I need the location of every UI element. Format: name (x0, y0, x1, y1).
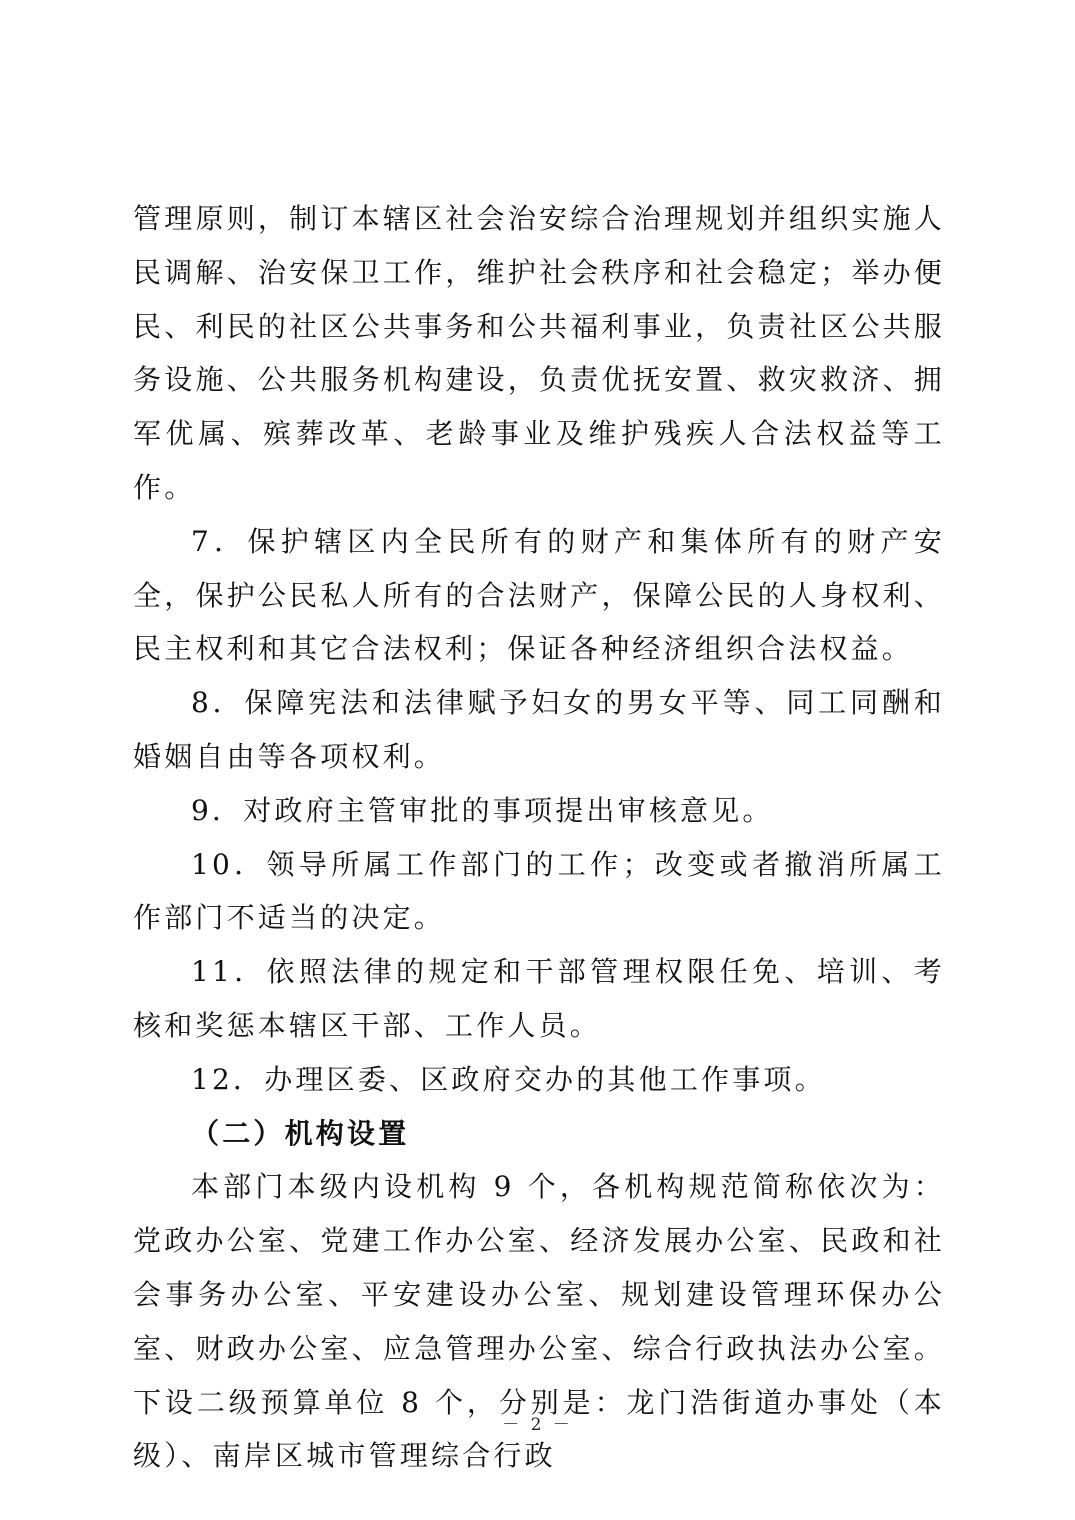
section-paragraph: 本部门本级内设机构 9 个，各机构规范简称依次为：党政办公室、党建工作办公室、经济发展办公室、民政和社会事务办公室、平安建设办公室、规划建设管理环保办公室、财政办公室、应急管理办公室、综合行政执法办公室。下设二级预算单位 8 个，分别是：龙门浩街道办事处（本级）、南岸区城市管理综合行政 (133, 1170, 945, 1473)
paragraph-item-12: 12．办理区委、区政府交办的其他工作事项。 (191, 1062, 826, 1096)
paragraph-item-11: 11．依照法律的规定和干部管理权限任免、培训、考核和奖惩本辖区干部、工作人员。 (133, 955, 945, 1042)
paragraph-continuation: 管理原则，制订本辖区社会治安综合治理规划并组织实施人民调解、治安保卫工作，维护社会秩序和社会稳定；举办便民、利民的社区公共事务和公共福利事业，负责社区公共服务设施、公共服务机构建设，负责优抚安置、救灾救济、拥军优属、殡葬改革、老龄事业及维护残疾人合法权益等工作。 (133, 202, 945, 504)
paragraph-item-8: 8．保障宪法和法律赋予妇女的男女平等、同工同酬和婚姻自由等各项权利。 (133, 686, 945, 773)
document-body (133, 192, 945, 1483)
paragraph-item-7: 7．保护辖区内全民所有的财产和集体所有的财产安全，保护公民私人所有的合法财产，保障公民的人身权利、民主权利和其它合法权利；保证各种经济组织合法权益。 (133, 524, 945, 666)
paragraph-item-10: 10．领导所属工作部门的工作；改变或者撤消所属工作部门不适当的决定。 (133, 847, 945, 935)
page-number: － 2 － (502, 1415, 573, 1435)
paragraph-item-9: 9．对政府主管审批的事项提出审核意见。 (191, 793, 774, 827)
section-heading: （二）机构设置 (191, 1116, 410, 1150)
